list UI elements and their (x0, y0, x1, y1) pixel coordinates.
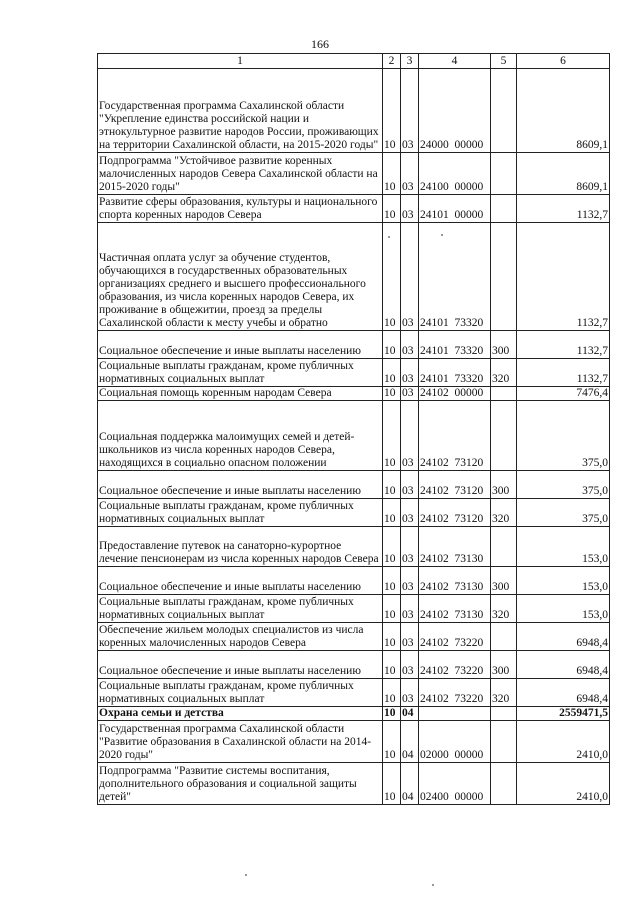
row-subsection-cell: 03 (401, 623, 419, 651)
row-amount-cell: 2559471,5 (517, 707, 610, 721)
row-expense-type-cell (491, 721, 517, 763)
row-target-article-cell: 24102 73220 (419, 651, 491, 679)
row-section-cell: 10 (383, 195, 401, 223)
table-row (98, 223, 610, 331)
row-expense-type-cell (491, 153, 517, 195)
table-row (98, 679, 610, 707)
scan-speck (432, 884, 434, 886)
row-amount-cell: 6948,4 (517, 679, 610, 707)
row-subsection-cell: 04 (401, 763, 419, 805)
row-name-cell: Частичная оплата услуг за обучение студентов, обучающихся в государственных образовательных организациях среднего и высшего профессионального образования, из числа коренных народов Севера, их проживание в общежитии, проезд за пределы Сахалинской области к месту учебы и обратно (98, 223, 383, 331)
table-row (98, 331, 610, 359)
row-target-article-cell: 24000 00000 (419, 69, 491, 153)
row-subsection-cell: 03 (401, 195, 419, 223)
header-col-5: 5 (491, 54, 517, 69)
row-expense-type-cell (491, 763, 517, 805)
row-target-article-cell: 24101 73320 (419, 359, 491, 387)
row-name-cell: Социальные выплаты гражданам, кроме публичных нормативных социальных выплат (98, 359, 383, 387)
row-target-article-cell: 24102 73120 (419, 401, 491, 471)
row-name-cell: Подпрограмма "Устойчивое развитие коренных малочисленных народов Севера Сахалинской области на 2015-2020 годы" (98, 153, 383, 195)
row-amount-cell: 153,0 (517, 527, 610, 567)
row-amount-cell: 2410,0 (517, 721, 610, 763)
row-subsection-cell: 03 (401, 223, 419, 331)
row-section-cell: 10 (383, 359, 401, 387)
row-amount-cell: 1132,7 (517, 331, 610, 359)
row-target-article-cell: 02400 00000 (419, 763, 491, 805)
row-expense-type-cell: 320 (491, 595, 517, 623)
row-amount-cell: 375,0 (517, 499, 610, 527)
row-section-cell: 10 (383, 331, 401, 359)
row-subsection-cell: 03 (401, 595, 419, 623)
row-target-article-cell: 24102 73130 (419, 527, 491, 567)
row-amount-cell: 7476,4 (517, 387, 610, 401)
scan-speck (388, 236, 390, 238)
table-row (98, 595, 610, 623)
row-section-cell: 10 (383, 567, 401, 595)
row-name-cell: Социальная поддержка малоимущих семей и детей-школьников из числа коренных народов Севера, находящихся в социально опасном положении (98, 401, 383, 471)
table-row (98, 359, 610, 387)
row-section-cell: 10 (383, 721, 401, 763)
row-section-cell: 10 (383, 527, 401, 567)
row-amount-cell: 153,0 (517, 595, 610, 623)
row-subsection-cell: 03 (401, 679, 419, 707)
row-expense-type-cell: 320 (491, 499, 517, 527)
row-target-article-cell: 24102 00000 (419, 387, 491, 401)
page-number: 166 (311, 37, 329, 51)
row-name-cell: Социальное обеспечение и иные выплаты населению (98, 331, 383, 359)
row-target-article-cell: 24102 73130 (419, 595, 491, 623)
row-name-cell: Социальные выплаты гражданам, кроме публичных нормативных социальных выплат (98, 595, 383, 623)
row-section-cell: 10 (383, 763, 401, 805)
row-subsection-cell: 03 (401, 471, 419, 499)
row-amount-cell: 1132,7 (517, 359, 610, 387)
row-section-cell: 10 (383, 471, 401, 499)
header-col-1: 1 (98, 54, 383, 69)
row-subsection-cell: 03 (401, 567, 419, 595)
row-subsection-cell: 03 (401, 527, 419, 567)
row-subsection-cell: 03 (401, 499, 419, 527)
row-name-cell: Социальное обеспечение и иные выплаты населению (98, 471, 383, 499)
row-expense-type-cell (491, 223, 517, 331)
row-section-cell: 10 (383, 69, 401, 153)
row-section-cell: 10 (383, 651, 401, 679)
row-expense-type-cell: 300 (491, 331, 517, 359)
table-row (98, 401, 610, 471)
table-row (98, 195, 610, 223)
row-amount-cell: 6948,4 (517, 651, 610, 679)
row-expense-type-cell: 320 (491, 359, 517, 387)
row-expense-type-cell (491, 387, 517, 401)
row-amount-cell: 8609,1 (517, 69, 610, 153)
row-name-cell: Охрана семьи и детства (98, 707, 383, 721)
row-name-cell: Обеспечение жильем молодых специалистов из числа коренных малочисленных народов Севера (98, 623, 383, 651)
table-row (98, 387, 610, 401)
row-expense-type-cell (491, 69, 517, 153)
table-row (98, 471, 610, 499)
table-row (98, 499, 610, 527)
row-name-cell: Социальные выплаты гражданам, кроме публичных нормативных социальных выплат (98, 679, 383, 707)
row-subsection-cell: 03 (401, 387, 419, 401)
row-section-cell: 10 (383, 223, 401, 331)
row-expense-type-cell (491, 527, 517, 567)
table-row (98, 567, 610, 595)
table-row (98, 651, 610, 679)
row-amount-cell: 1132,7 (517, 223, 610, 331)
table-row (98, 623, 610, 651)
row-section-cell: 10 (383, 153, 401, 195)
row-target-article-cell: 24102 73130 (419, 567, 491, 595)
row-amount-cell: 375,0 (517, 401, 610, 471)
row-expense-type-cell (491, 623, 517, 651)
row-expense-type-cell: 320 (491, 679, 517, 707)
row-subsection-cell: 03 (401, 401, 419, 471)
row-name-cell: Государственная программа Сахалинской области "Развитие образования в Сахалинской области на 2014-2020 годы" (98, 721, 383, 763)
row-amount-cell: 1132,7 (517, 195, 610, 223)
header-col-4: 4 (419, 54, 491, 69)
row-subsection-cell: 03 (401, 69, 419, 153)
scan-speck (441, 234, 443, 236)
scan-speck (245, 874, 247, 876)
row-amount-cell: 8609,1 (517, 153, 610, 195)
table-header-row (98, 54, 610, 69)
row-name-cell: Государственная программа Сахалинской области "Укрепление единства российской нации и этнокультурное развитие народов России, проживающих на территории Сахалинской области, на 2015-2020 годы" (98, 69, 383, 153)
row-section-cell: 10 (383, 499, 401, 527)
row-target-article-cell: 24101 73320 (419, 223, 491, 331)
row-amount-cell: 375,0 (517, 471, 610, 499)
row-name-cell: Социальная помощь коренным народам Севера (98, 387, 383, 401)
row-expense-type-cell (491, 707, 517, 721)
row-subsection-cell: 03 (401, 331, 419, 359)
row-target-article-cell: 24101 73320 (419, 331, 491, 359)
row-name-cell: Развитие сферы образования, культуры и национального спорта коренных народов Севера (98, 195, 383, 223)
row-section-cell: 10 (383, 387, 401, 401)
row-target-article-cell: 24102 73220 (419, 679, 491, 707)
row-expense-type-cell: 300 (491, 471, 517, 499)
header-col-3: 3 (401, 54, 419, 69)
header-col-2: 2 (383, 54, 401, 69)
row-target-article-cell: 24102 73220 (419, 623, 491, 651)
row-subsection-cell: 03 (401, 651, 419, 679)
table-row (98, 763, 610, 805)
table-row (98, 153, 610, 195)
row-amount-cell: 2410,0 (517, 763, 610, 805)
row-expense-type-cell (491, 401, 517, 471)
row-expense-type-cell (491, 195, 517, 223)
row-subsection-cell: 04 (401, 707, 419, 721)
row-section-cell: 10 (383, 401, 401, 471)
header-col-6: 6 (517, 54, 610, 69)
row-section-cell: 10 (383, 595, 401, 623)
row-name-cell: Подпрограмма "Развитие системы воспитания, дополнительного образования и социальной защиты детей" (98, 763, 383, 805)
row-subsection-cell: 04 (401, 721, 419, 763)
row-name-cell: Социальные выплаты гражданам, кроме публичных нормативных социальных выплат (98, 499, 383, 527)
table-body (98, 69, 610, 805)
row-name-cell: Предоставление путевок на санаторно-курортное лечение пенсионерам из числа коренных народов Севера (98, 527, 383, 567)
budget-table (97, 53, 610, 805)
row-target-article-cell: 24101 00000 (419, 195, 491, 223)
table-row (98, 69, 610, 153)
row-target-article-cell: 24102 73120 (419, 499, 491, 527)
row-section-cell: 10 (383, 679, 401, 707)
row-subsection-cell: 03 (401, 153, 419, 195)
row-target-article-cell: 02000 00000 (419, 721, 491, 763)
row-subsection-cell: 03 (401, 359, 419, 387)
row-amount-cell: 153,0 (517, 567, 610, 595)
table-row (98, 707, 610, 721)
row-expense-type-cell: 300 (491, 567, 517, 595)
row-name-cell: Социальное обеспечение и иные выплаты населению (98, 651, 383, 679)
row-target-article-cell: 24102 73120 (419, 471, 491, 499)
row-name-cell: Социальное обеспечение и иные выплаты населению (98, 567, 383, 595)
row-section-cell: 10 (383, 623, 401, 651)
table-row (98, 527, 610, 567)
row-amount-cell: 6948,4 (517, 623, 610, 651)
row-target-article-cell: 24100 00000 (419, 153, 491, 195)
row-section-cell: 10 (383, 707, 401, 721)
row-expense-type-cell: 300 (491, 651, 517, 679)
row-target-article-cell (419, 707, 491, 721)
table-row (98, 721, 610, 763)
